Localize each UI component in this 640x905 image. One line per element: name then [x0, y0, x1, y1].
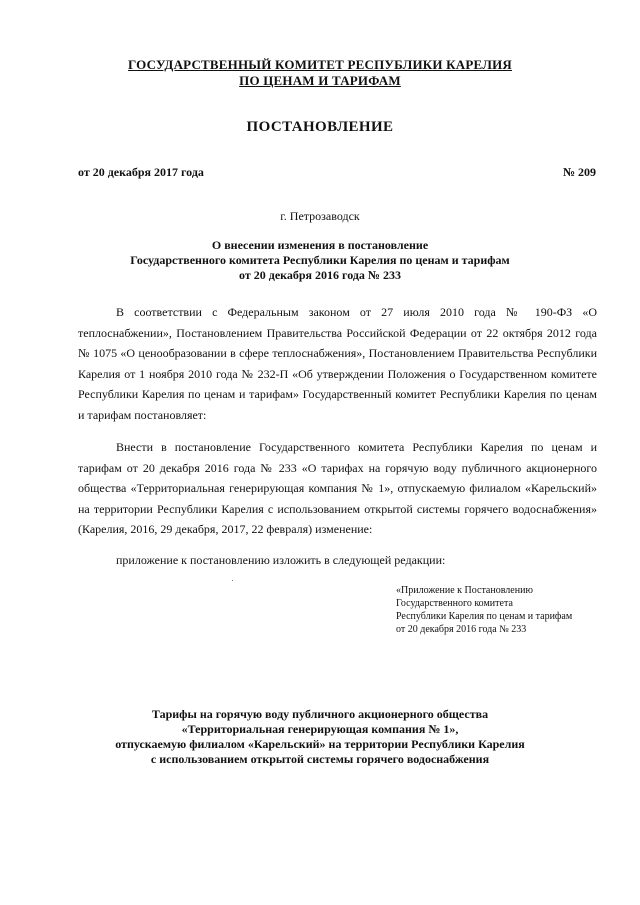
- tariff-title-line-4: с использованием открытой системы горячего водоснабжения: [150, 752, 490, 766]
- subject-line-2: Государственного комитета Республики Карелия по ценам и тарифам: [130, 253, 510, 267]
- tariff-title-line-2: «Территориальная генерирующая компания № 1»,: [181, 722, 459, 736]
- subject-line-3: от 20 декабря 2016 года № 233: [239, 268, 401, 282]
- agency-name-line-2: ПО ЦЕНАМ И ТАРИФАМ: [239, 73, 401, 88]
- scan-speck: [232, 580, 233, 581]
- document-date: от 20 декабря 2017 года: [78, 165, 204, 179]
- tariff-title-line-3: отпускаемую филиалом «Карельский» на территории Республики Карелия: [115, 737, 525, 751]
- tariff-title: [60, 707, 580, 767]
- agency-name-line-1: ГОСУДАРСТВЕННЫЙ КОМИТЕТ РЕСПУБЛИКИ КАРЕЛИЯ: [127, 57, 513, 72]
- annex-reference-line-1: «Приложение к Постановлению: [396, 585, 533, 596]
- body-paragraph-2: Внести в постановление Государственного комитета Республики Карелия по ценам и тарифам от 20 декабря 2016 года № 233 «О тарифах на горячую воду публичного акционерного общества «Территориальная генерирующая компания № 1», отпускаемую филиалом «Карельский» на территории Республики Карелия с использованием открытой системы горячего водоснабжения» (Карелия, 2016, 29 декабря, 2017, 22 февраля) изменение:: [78, 440, 597, 536]
- annex-reference-line-2: Государственного комитета: [396, 598, 513, 609]
- body-paragraph-3: приложение к постановлению изложить в следующей редакции:: [116, 553, 446, 567]
- tariff-title-line-1: Тарифы на горячую воду публичного акционерного общества: [151, 707, 489, 721]
- annex-reference: [396, 584, 606, 636]
- annex-reference-line-3: Республики Карелия по ценам и тарифам: [396, 611, 573, 622]
- body-paragraph-1: В соответствии с Федеральным законом от 27 июля 2010 года № 190-ФЗ «О теплоснабжении», Постановлением Правительства Российской Федерации от 22 октября 2012 года № 1075 «О ценообразовании в сфере теплоснабжения», Постановлением Правительства Республики Карелия от 1 ноября 2010 года № 232-П «Об утверждении Положения о Государственном комитете Республики Карелия по ценам и тарифам» Государственный комитет Республики Карелия по ценам и тарифам постановляет:: [78, 305, 597, 422]
- document-number: № 209: [562, 165, 596, 179]
- document-type-heading: ПОСТАНОВЛЕНИЕ: [246, 119, 394, 135]
- annex-reference-line-4: от 20 декабря 2016 года № 233: [396, 624, 527, 635]
- subject-line-1: О внесении изменения в постановление: [211, 238, 429, 252]
- document-city: г. Петрозаводск: [280, 209, 360, 223]
- subject-heading: [100, 238, 540, 283]
